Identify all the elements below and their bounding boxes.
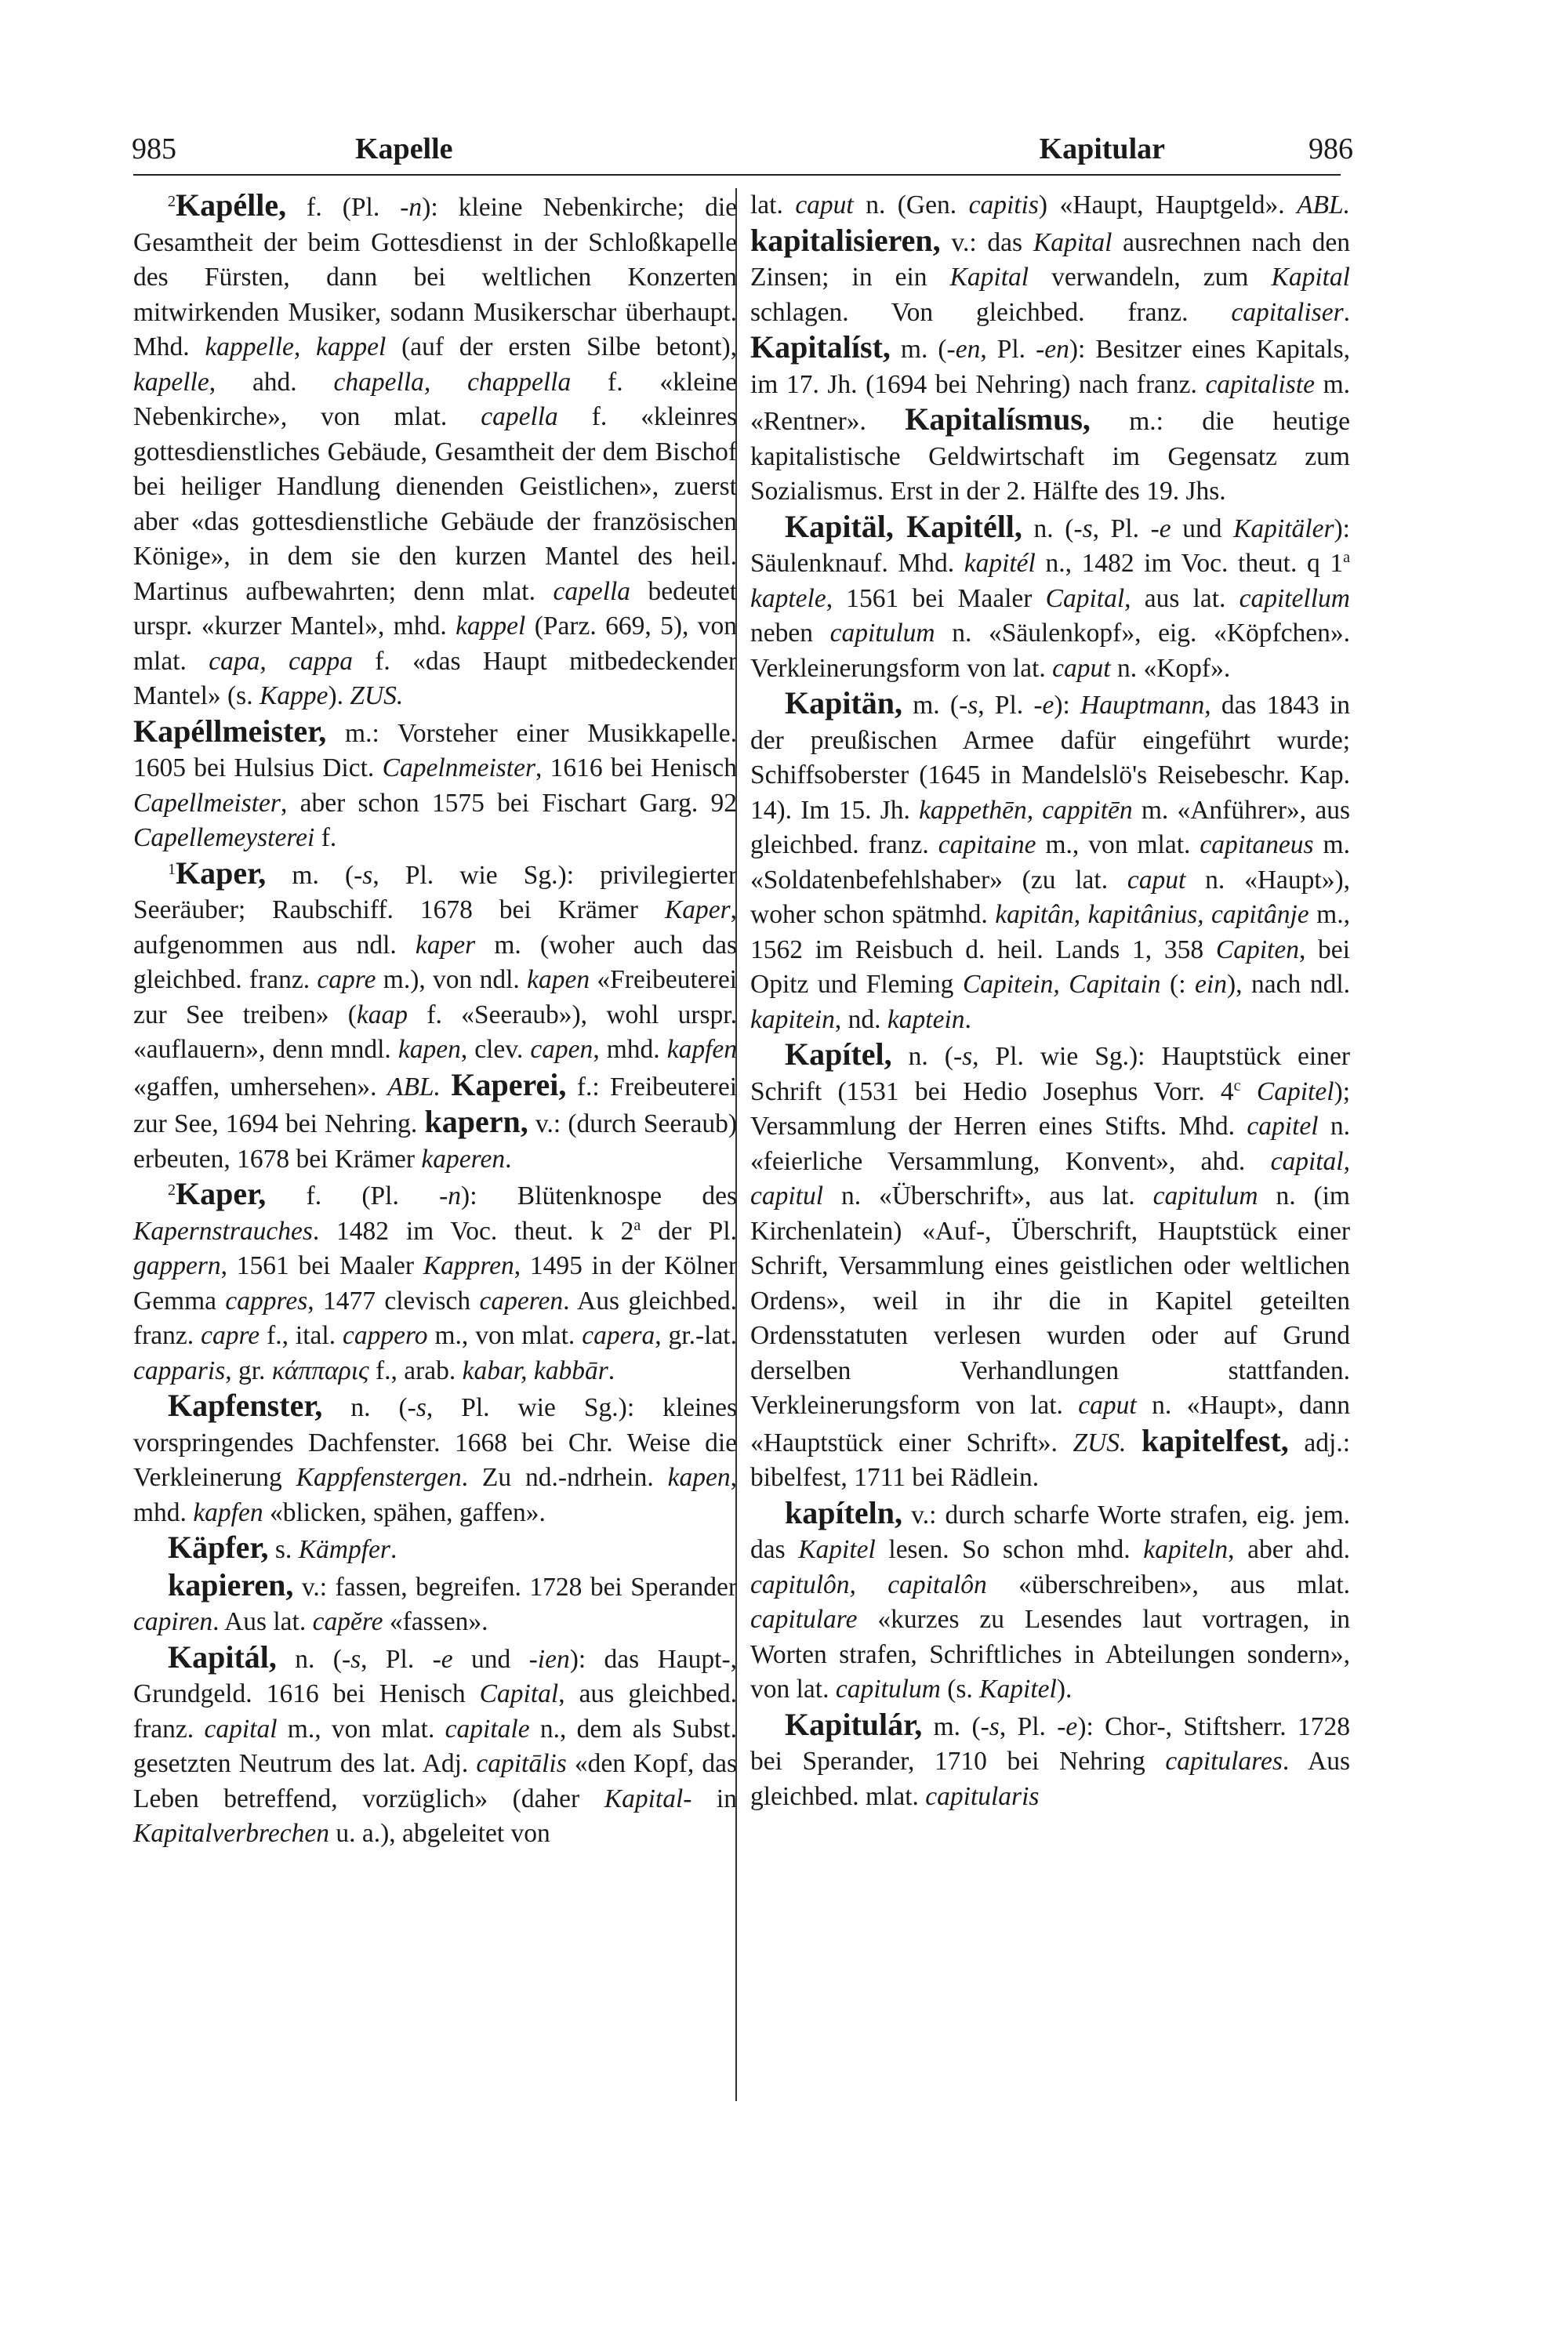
headword: Kapitalíst,: [750, 329, 891, 365]
entry-kaepfer: Käpfer, s. Kämpfer.: [168, 1530, 397, 1565]
header-rule: [133, 174, 1341, 176]
headword: Kaper,: [176, 855, 267, 891]
headword: Kapítel,: [785, 1036, 892, 1072]
entry-kaper-2: $^2$Kaper, f. (Pl. -n): Blütenknospe des Kapernstrauches. 1482 im Voc. theut. k 2$^a$ der Pl. gappern, 1561 bei Maaler Kappren, 1495 in der Kölner Gemma cappres, 1477 clevisch caperen. Aus gleichbed. franz. capre f., ital. cappero m., von mlat. capera, gr.-lat. capparis, gr. κάππαρις f., arab. kabar, kabbār.: [133, 1176, 737, 1385]
entry-kapfenster: Kapfenster, n. (-s, Pl. wie Sg.): kleines vorspringendes Dachfenster. 1668 bei Chr. Weise die Verkleinerung Kappfenstergen. Zu nd.-ndrhein. kapen, mhd. kapfen «blicken, spähen, gaffen».: [133, 1388, 737, 1527]
right-column: [750, 188, 1350, 1814]
entry-kapitaen: Kapitän, m. (-s, Pl. -e): Hauptmann, das 1843 in der preußischen Armee dafür eingeführt wurde; Schiffsoberster (1645 in Mandelslö's Reisebeschr. Kap. 14). Im 15. Jh. kappethēn, cappitēn m. «Anführer», aus gleichbed. franz. capitaine m., von mlat. capitaneus m. «Soldatenbefehlshaber» (zu lat. caput n. «Haupt»), woher schon spätmhd. kapitân, kapitânius, capitânje m., 1562 im Reisbuch d. heil. Lands 1, 358 Capiten, bei Opitz und Fleming Capitein, Capitain (: ein), nach ndl. kapitein, nd. kaptein.: [750, 685, 1350, 1034]
entry-kapiteln: kapíteln, v.: durch scharfe Worte strafen, eig. jem. das Kapitel lesen. So schon mhd. kapiteln, aber ahd. capitulôn, capitalôn «überschreiben», aus mlat. capitulare «kurzes zu Lesendes laut vortragen, in Worten strafen, Schriftliches in Abteilungen sondern», von lat. capitulum (s. Kapitel).: [750, 1494, 1351, 1704]
headword: Kapfenster,: [168, 1388, 323, 1423]
entry-kapieren: kapieren, v.: fassen, begreifen. 1728 bei Sperander capiren. Aus lat. capĕre «fassen».: [133, 1566, 737, 1636]
entry-kapelle: $^2$Kapélle, f. (Pl. -n): kleine Nebenkirche; die Gesamtheit der beim Gottesdienst in der Schloßkapelle des Fürsten, dann bei weltlichen Konzerten mitwirkenden Musiker, sodann Musikerschar überhaupt. Mhd. kappelle, kappel (auf der ersten Silbe betont), kapelle, ahd. chapella, chappella f. «kleine Nebenkirche», von mlat. capella f. «kleinres gottesdienstliches Gebäude, Gesamtheit der dem Bischof bei heiliger Handlung dienenden Geistlichen», zuerst aber «das gottesdienstliche Gebäude der französischen Könige», in dem sie den kurzen Mantel des heil. Martinus aufbewahrten; denn mlat. capella bedeutet urspr. «kurzer Mantel», mhd. kappel (Parz. 669, 5), von mlat. capa, cappa f. «das Haupt mitbedeckender Mantel» (s. Kappe). ZUS. Kapéllmeister, m.: Vorsteher einer Musikkapelle. 1605 bei Hulsius Dict. Capelnmeister, 1616 bei Henisch Capellmeister, aber schon 1575 bei Fischart Garg. 92 Capellemeysterei f.: [133, 187, 738, 852]
entry-kaper-1: $^1$Kaper, m. (-s, Pl. wie Sg.): privilegierter Seeräuber; Raubschiff. 1678 bei Krämer Kaper, aufgenommen aus ndl. kaper m. (woher auch das gleichbed. franz. capre m.), von ndl. kapen «Freibeuterei zur See treiben» (kaap f. «Seeraub»), wohl urspr. «auflauern», denn mndl. kapen, clev. capen, mhd. kapfen «gaffen, umhersehen». ABL. Kaperei, f.: Freibeuterei zur See, 1694 bei Nehring. kapern, v.: (durch Seeraub) erbeuten, 1678 bei Krämer kaperen.: [133, 855, 738, 1174]
page-number-right: 986: [1308, 132, 1353, 165]
left-column: [133, 188, 737, 1852]
page-number-left: 985: [132, 132, 176, 165]
running-head-left: Kapelle: [355, 132, 453, 165]
headword: Kapitulár,: [785, 1706, 923, 1742]
headword: kapern,: [424, 1104, 528, 1139]
entry-kapitael: Kapitäl, Kapitéll, n. (-s, Pl. -e und Kapitäler): Säulenknauf. Mhd. kapitél n., 1482 im Voc. theut. q 1$^a$ kaptele, 1561 bei Maaler Capital, aus lat. capitellum neben capitulum n. «Säulenkopf», eig. «Köpfchen». Verkleinerungsform von lat. caput n. «Kopf».: [750, 508, 1350, 683]
headword: kapieren,: [168, 1566, 294, 1602]
headword: Kapélle,: [176, 187, 287, 223]
entry-kapital: Kapitál, n. (-s, Pl. -e und -ien): das Haupt-, Grundgeld. 1616 bei Henisch Capital, aus gleichbed. franz. capital m., von mlat. capitale n., dem als Subst. gesetzten Neutrum des lat. Adj. capitālis «den Kopf, das Leben betreffend, vorzüglich» (daher Kapital- in Kapitalverbrechen u. a.), abgeleitet von: [133, 1639, 737, 1848]
headword: Kaperei,: [451, 1066, 567, 1102]
entry-kapital-continued: lat. caput n. (Gen. capitis) «Haupt, Hauptgeld». ABL. kapitalisieren, v.: das Kapital ausrechnen nach den Zinsen; in ein Kapital verwandeln, zum Kapital schlagen. Von gleichbed. franz. capitaliser. Kapitalíst, m. (-en, Pl. -en): Besitzer eines Kapitals, im 17. Jh. (1694 bei Nehring) nach franz. capitaliste m. «Rentner». Kapitalísmus, m.: die heutige kapitalistische Geldwirtschaft im Gegensatz zum Sozialismus. Erst in der 2. Hälfte des 19. Jhs.: [750, 191, 1351, 506]
headword: Kapitál,: [168, 1639, 277, 1675]
headword: kapitelfest,: [1142, 1422, 1289, 1458]
headword: kapíteln,: [785, 1494, 903, 1530]
headword: Kapéllmeister,: [133, 713, 327, 749]
headword: kapitalisieren,: [750, 222, 941, 258]
page-header: [132, 132, 1353, 179]
headword: Kaper,: [176, 1176, 267, 1211]
headword: Kapitalísmus,: [905, 401, 1091, 437]
headword: Kapitäl, Kapitéll,: [785, 508, 1022, 544]
headword: Käpfer,: [168, 1530, 269, 1565]
headword: Kapitän,: [785, 685, 903, 720]
running-head-right: Kapitular: [1039, 132, 1165, 165]
entry-kapitel: Kapítel, n. (-s, Pl. wie Sg.): Hauptstück einer Schrift (1531 bei Hedio Josephus Vorr. 4$^c$ Capitel); Versammlung der Herren eines Stifts. Mhd. capitel n. «feierliche Versammlung, Konvent», ahd. capital, capitul n. «Überschrift», aus lat. capitulum n. (im Kirchenlatein) «Auf-, Überschrift, Hauptstück einer Schrift, Versammlung eines geistlichen oder weltlichen Ordens», weil in ihr die in Kapitel geteilten Ordensstatuten verlesen wurden oder auf Grund derselben Verhandlungen stattfanden. Verkleinerungsform von lat. caput n. «Haupt», dann «Hauptstück einer Schrift». ZUS. kapitelfest, adj.: bibelfest, 1711 bei Rädlein.: [750, 1036, 1351, 1492]
entry-kapitular: Kapitulár, m. (-s, Pl. -e): Chor-, Stiftsherr. 1728 bei Sperander, 1710 bei Nehring capitulares. Aus gleichbed. mlat. capitularis: [750, 1706, 1350, 1811]
